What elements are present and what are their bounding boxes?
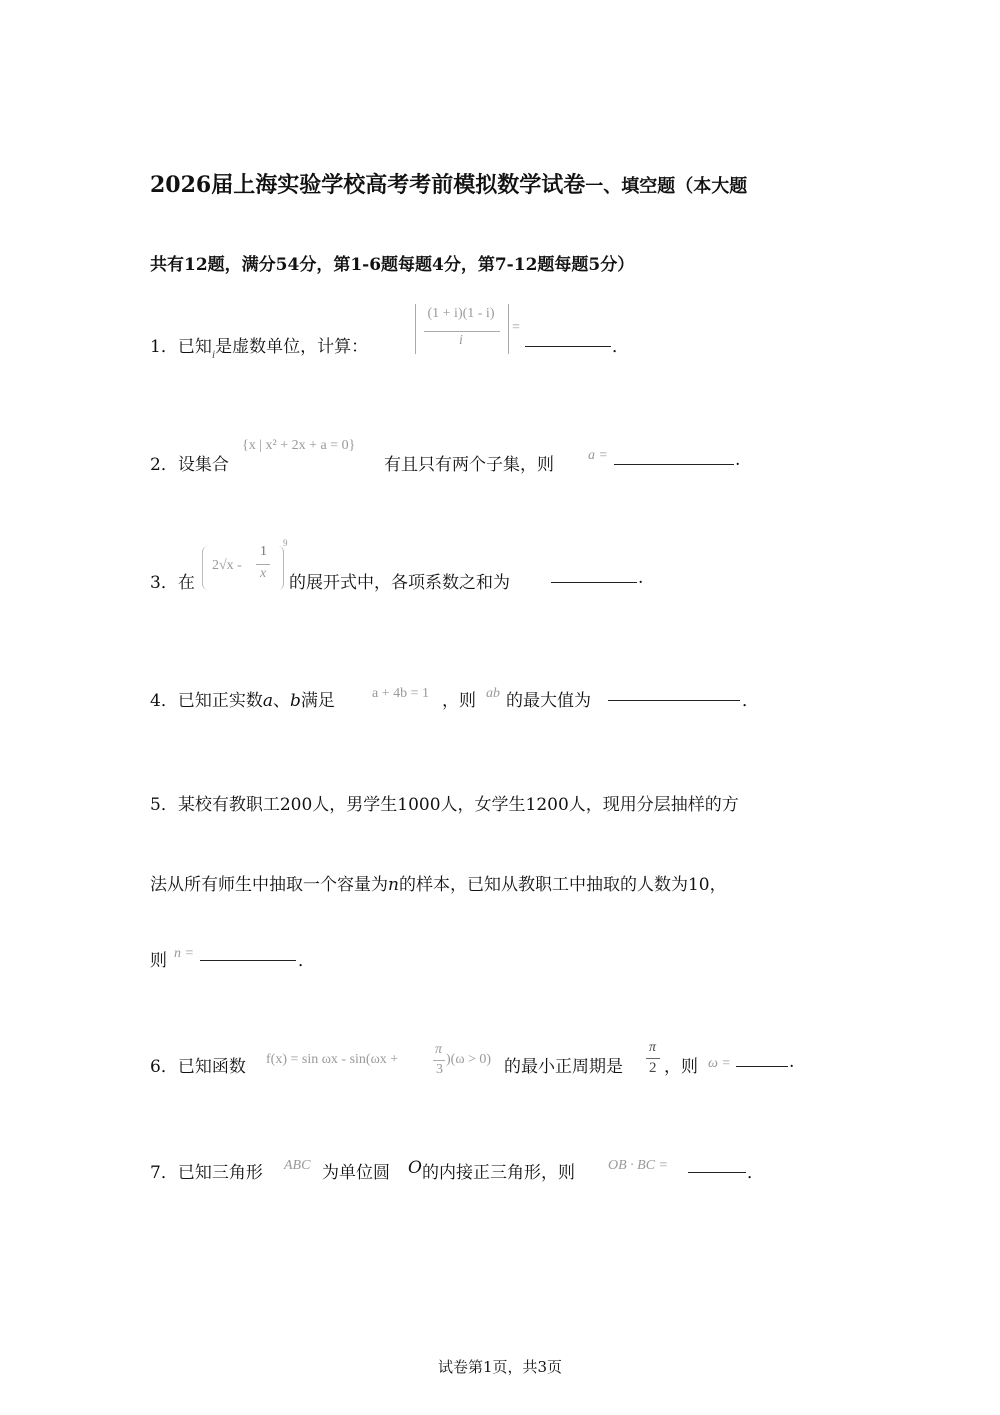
q3-frac-num: 1 bbox=[260, 544, 267, 559]
q6-text-a: 已知函数 bbox=[177, 1057, 246, 1077]
q7-circle: O bbox=[408, 1158, 422, 1178]
question-number: 7． bbox=[150, 1163, 178, 1183]
q4-condition: a + 4b = 1 bbox=[372, 686, 430, 701]
q6-period-num: π bbox=[649, 1040, 657, 1055]
q6-fraction-bar bbox=[433, 1060, 445, 1061]
q2-var-a: a = bbox=[588, 448, 608, 463]
question-number: 3． bbox=[150, 573, 178, 593]
question-number: 1． bbox=[150, 337, 178, 357]
question-6 bbox=[150, 1040, 795, 1077]
section-subtitle: 共有12题，满分54分，第1-6题每题4分，第7-12题每题5分） bbox=[150, 255, 635, 275]
q7-answer-blank[interactable] bbox=[688, 1158, 746, 1173]
q6-pi-num: π bbox=[435, 1042, 443, 1057]
q3-text-b: 的展开式中，各项系数之和为 bbox=[289, 573, 510, 593]
q5-line3-a: 则 bbox=[150, 951, 167, 971]
question-5-line-1 bbox=[150, 790, 739, 815]
q1-var-i: i bbox=[211, 347, 216, 361]
question-4 bbox=[150, 686, 759, 711]
exam-title: 2026届上海实验学校高考考前模拟数学试卷 bbox=[150, 172, 586, 198]
q3-exponent: 9 bbox=[283, 538, 288, 548]
question-5-line-3 bbox=[150, 946, 315, 971]
q4-text-d: 的最大值为 bbox=[506, 691, 591, 711]
q1-period: ． bbox=[612, 337, 629, 357]
q4-product: ab bbox=[486, 686, 500, 701]
q4-answer-blank[interactable] bbox=[608, 686, 740, 701]
q1-numerator: (1 + i)(1 - i) bbox=[427, 306, 495, 321]
q4-sep: 、 bbox=[272, 691, 290, 711]
q4-var-a: a bbox=[262, 691, 273, 711]
question-7 bbox=[150, 1158, 764, 1183]
q6-text-b: 的最小正周期是 bbox=[504, 1057, 623, 1077]
q3-fraction-bar bbox=[256, 564, 270, 565]
q5-line2-a: 法从所有师生中抽取一个容量为 bbox=[150, 875, 388, 895]
q5-period: ． bbox=[298, 951, 315, 971]
q3-expr: 2√x - bbox=[212, 558, 242, 573]
q2-set-expression: {x | x² + 2x + a = 0} bbox=[242, 438, 356, 453]
q3-text-a: 在 bbox=[177, 573, 195, 593]
question-5-line-2 bbox=[150, 870, 727, 895]
q1-equals: = bbox=[512, 320, 520, 335]
q4-text-a: 已知正实数 bbox=[177, 691, 263, 711]
q1-answer-blank[interactable] bbox=[525, 332, 611, 347]
q6-pi-den: 3 bbox=[436, 1062, 443, 1077]
q6-function: f(x) = sin ωx - sin(ωx + bbox=[266, 1052, 399, 1067]
q5-line1: 某校有教职工200人，男学生1000人，女学生1200人，现用分层抽样的方 bbox=[177, 795, 739, 815]
q7-dot-product: OB · BC = bbox=[608, 1158, 668, 1173]
q4-period: ． bbox=[742, 691, 759, 711]
question-1 bbox=[150, 306, 629, 362]
q1-text-b: 是虚数单位，计算： bbox=[215, 337, 369, 357]
q3-frac-den: x bbox=[260, 566, 267, 581]
question-3 bbox=[150, 538, 644, 593]
q6-period-den: 2 bbox=[649, 1060, 657, 1076]
q7-text-b: 为单位圆 bbox=[322, 1163, 390, 1183]
q1-denominator: i bbox=[459, 333, 463, 348]
q6-answer-blank[interactable] bbox=[736, 1052, 788, 1067]
question-2 bbox=[150, 438, 741, 475]
q7-period: ． bbox=[747, 1163, 764, 1183]
q1-fraction-bar bbox=[424, 331, 500, 332]
question-number: 6． bbox=[150, 1057, 178, 1077]
q3-answer-blank[interactable] bbox=[551, 568, 637, 583]
q5-var-n-eq: n = bbox=[174, 946, 194, 961]
q2-text-a: 设集合 bbox=[177, 455, 229, 475]
q6-period: . bbox=[789, 1052, 795, 1072]
page-footer: 试卷第1页，共3页 bbox=[437, 1358, 563, 1376]
question-number: 2． bbox=[150, 455, 178, 475]
q6-function-end: )(ω > 0) bbox=[446, 1052, 492, 1067]
q5-line2-b: 的样本，已知从教职工中抽取的人数为10， bbox=[398, 875, 727, 895]
section-heading: 一、填空题（本大题 bbox=[585, 176, 748, 197]
q5-answer-blank[interactable] bbox=[200, 946, 296, 961]
q7-text-a: 已知三角形 bbox=[177, 1163, 263, 1183]
q6-text-c: ，则 bbox=[664, 1057, 698, 1077]
q7-triangle: ABC bbox=[284, 1158, 311, 1173]
q1-text-a: 已知 bbox=[177, 337, 212, 357]
q2-answer-blank[interactable] bbox=[614, 450, 734, 465]
q6-var-omega: ω = bbox=[708, 1056, 731, 1071]
page-title bbox=[150, 168, 870, 199]
q2-period: . bbox=[735, 450, 741, 470]
q4-var-b: b bbox=[289, 691, 301, 711]
q2-text-b: 有且只有两个子集，则 bbox=[384, 455, 554, 475]
question-number: 5． bbox=[150, 795, 178, 815]
q3-period: . bbox=[638, 568, 644, 588]
q5-var-n: n bbox=[388, 875, 399, 895]
question-number: 4． bbox=[150, 691, 178, 711]
q6-period-bar bbox=[646, 1058, 660, 1059]
q4-text-b: 满足 bbox=[300, 691, 335, 711]
q7-text-c: 的内接正三角形，则 bbox=[422, 1163, 575, 1183]
q4-text-c: ，则 bbox=[442, 691, 476, 711]
